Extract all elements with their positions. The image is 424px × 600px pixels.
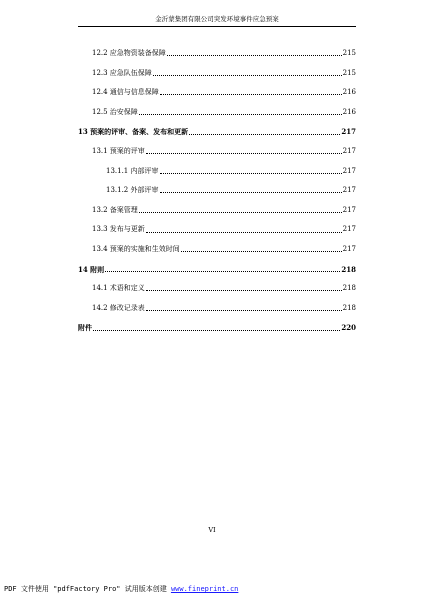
- toc-entry-label: 12.2 应急物资装备保障: [92, 49, 166, 57]
- toc-leader-dots: [160, 192, 342, 193]
- toc-entry-page: 216: [342, 107, 356, 116]
- toc-entry[interactable]: [78, 220, 356, 240]
- toc-entry-label: 13.4 预案的实施和生效时间: [92, 244, 180, 253]
- toc-entry[interactable]: [78, 181, 356, 201]
- toc-entry-label: 13.2 备案管理: [92, 205, 138, 214]
- toc-entry-page: 218: [341, 264, 356, 274]
- toc-entry-label: 14.2 修改记录表: [92, 303, 145, 312]
- toc-leader-dots: [146, 232, 342, 233]
- toc-entry-page: 218: [342, 284, 356, 293]
- toc-leader-dots: [105, 271, 340, 272]
- toc-leader-dots: [153, 75, 342, 76]
- toc-entry-page: 217: [342, 146, 356, 155]
- page-number: VI: [208, 526, 216, 534]
- toc-leader-dots: [189, 134, 340, 135]
- toc-leader-dots: [139, 212, 342, 213]
- footer-text: PDF 文件使用 "pdfFactory Pro" 试用版本创建: [4, 585, 171, 593]
- toc-leader-dots: [146, 310, 342, 311]
- toc-entry[interactable]: [78, 44, 356, 64]
- toc-entry-page: 217: [342, 166, 356, 175]
- table-of-contents: [78, 44, 356, 338]
- toc-leader-dots: [160, 94, 342, 95]
- toc-entry[interactable]: [78, 240, 356, 260]
- toc-entry-page: 217: [342, 186, 356, 195]
- toc-entry-label: 14.1 术语和定义: [92, 284, 145, 293]
- toc-entry-label: 13.3 发布与更新: [92, 225, 145, 234]
- toc-entry-page: 217: [341, 127, 356, 137]
- toc-entry-page: 215: [342, 68, 356, 77]
- toc-entry[interactable]: [78, 83, 356, 103]
- toc-entry-label: 13.1 预案的评审: [92, 146, 145, 155]
- footer-link[interactable]: www.fineprint.cn: [170, 585, 239, 593]
- toc-entry-label: 13.1.1 内部评审: [106, 166, 159, 175]
- toc-entry-page: 217: [342, 244, 356, 253]
- toc-entry[interactable]: [78, 64, 356, 84]
- toc-leader-dots: [167, 55, 342, 56]
- toc-entry-label: 14 附则: [78, 264, 105, 274]
- toc-entry[interactable]: [78, 122, 356, 142]
- toc-entry-page: 220: [341, 323, 356, 333]
- toc-leader-dots: [139, 114, 342, 115]
- toc-entry-label: 12.5 治安保障: [92, 107, 138, 116]
- toc-leader-dots: [146, 153, 342, 154]
- toc-leader-dots: [181, 251, 342, 252]
- toc-leader-dots: [93, 330, 340, 331]
- toc-entry-page: 215: [342, 49, 356, 57]
- toc-entry[interactable]: [78, 103, 356, 123]
- toc-entry-label: 13.1.2 外部评审: [106, 186, 159, 195]
- toc-entry[interactable]: [78, 201, 356, 221]
- toc-entry-page: 218: [342, 303, 356, 312]
- toc-entry[interactable]: [78, 260, 356, 280]
- toc-entry-page: 217: [342, 225, 356, 234]
- toc-entry[interactable]: [78, 162, 356, 182]
- toc-entry[interactable]: [78, 279, 356, 299]
- toc-entry-label: 13 预案的评审、备案、发布和更新: [78, 127, 189, 137]
- toc-leader-dots: [146, 290, 342, 291]
- toc-entry[interactable]: [78, 318, 356, 338]
- toc-entry-label: 12.3 应急队伍保障: [92, 68, 152, 77]
- toc-entry[interactable]: [78, 142, 356, 162]
- pdf-footer: [4, 584, 238, 594]
- page-header: 金沂蒙集团有限公司突发环境事件应急预案: [78, 12, 356, 27]
- toc-entry[interactable]: [78, 299, 356, 319]
- toc-entry-label: 12.4 通信与信息保障: [92, 88, 159, 97]
- toc-entry-page: 217: [342, 205, 356, 214]
- toc-entry-label: 附件: [78, 323, 92, 333]
- toc-entry-page: 216: [342, 88, 356, 97]
- toc-leader-dots: [160, 173, 342, 174]
